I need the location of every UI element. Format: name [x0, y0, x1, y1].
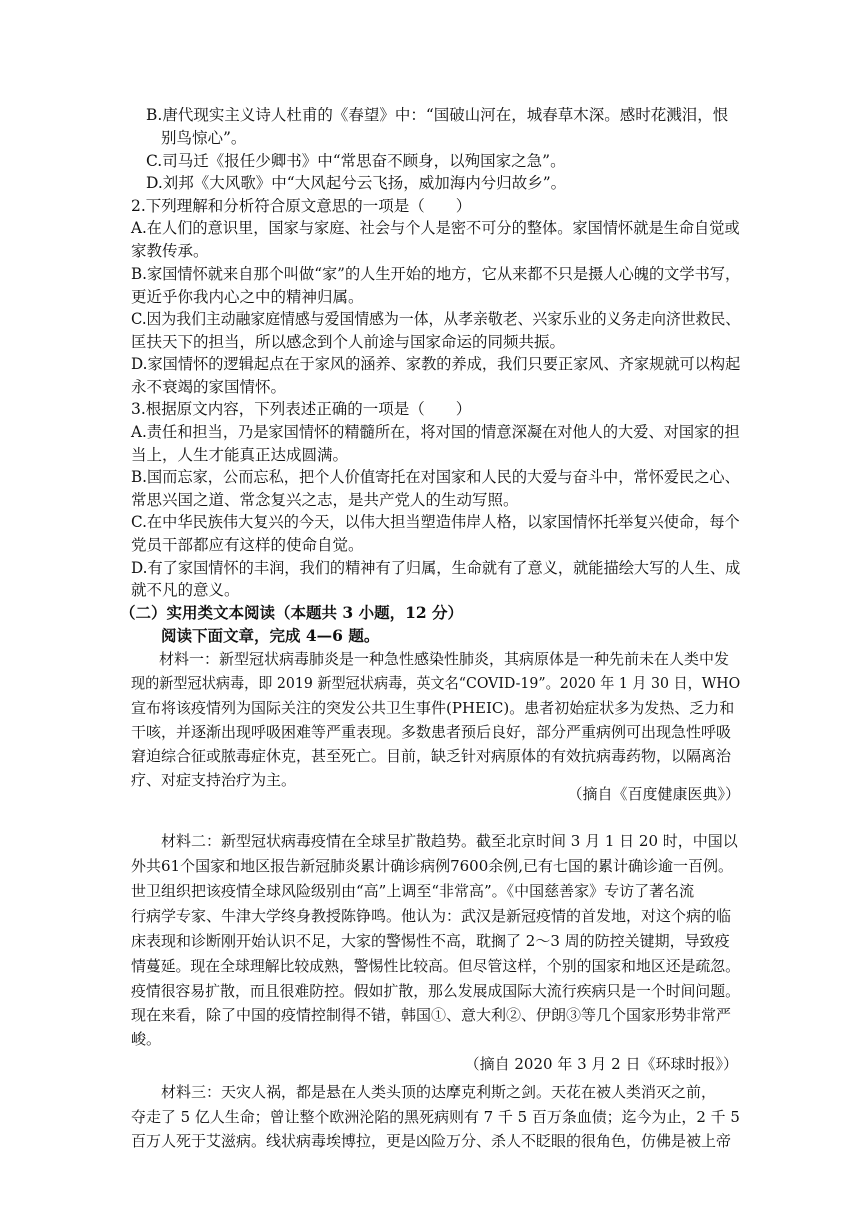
- material2-line: 外共61个国家和地区报告新冠肺炎累计确诊病例7600余例,已有七国的累计确诊逾一百例。: [131, 857, 734, 875]
- q1-option-b-line2: 别鸟惊心”。: [161, 129, 247, 147]
- q2-option-c-line2: 匡扶天下的担当，所以感念到个人前途与国家命运的同频共振。: [131, 333, 566, 351]
- material2-line: 行病学专家、牛津大学终身教授陈铮鸣。他认为：武汉是新冠疫情的首发地，对这个病的临: [131, 907, 732, 925]
- q3-option-b-line1: B.国而忘家，公而忘私，把个人价值寄托在对国家和人民的大爱与奋斗中，常怀爱民之心、: [131, 468, 740, 486]
- material2-line: 世卫组织把该疫情全球风险级别由“高”上调至“非常高”。《中国慈善家》专访了著名流: [131, 882, 695, 900]
- material1-line: 窘迫综合征或脓毒症休克，甚至死亡。目前，缺乏针对病原体的有效抗病毒药物，以隔离治: [131, 747, 732, 765]
- material2-line: 材料二：新型冠状病毒疫情在全球呈扩散趋势。截至北京时间 3 月 1 日 20 时，中国以: [161, 832, 738, 850]
- q3-option-c-line2: 党员干部都应有这样的使命自觉。: [131, 536, 364, 554]
- material2-line: 情蔓延。现在全球理解比较成熟，警惕性比较高。但尽管这样，个别的国家和地区还是疏忽。: [131, 957, 740, 975]
- material1-line: 材料一：新型冠状病毒肺炎是一种急性感染性肺炎，其病原体是一种先前未在人类中发: [159, 650, 730, 668]
- material3-line: 材料三：天灾人祸，都是悬在人类头顶的达摩克利斯之剑。天花在被人类消灭之前，: [161, 1083, 717, 1101]
- material1-source: （摘自《百度健康医典》）: [567, 785, 740, 803]
- q3-option-d-line1: D.有了家国情怀的丰润，我们的精神有了归属，生命就有了意义，就能描绘大写的人生、成: [131, 559, 741, 577]
- q2-option-b-line2: 更近乎你我内心之中的精神归属。: [131, 288, 364, 306]
- q3-option-a-line1: A.责任和担当，乃是家国情怀的精髓所在，将对国的情意深凝在对他人的大爱、对国家的担: [131, 423, 740, 441]
- material1-line: 疗、对症支持治疗为主。: [131, 771, 297, 789]
- q3-option-d-line2: 就不凡的意义。: [131, 581, 240, 599]
- q2-option-c-line1: C.因为我们主动融家庭情感与爱国情感为一体，从孝亲敬老、兴家乐业的义务走向济世救民、: [131, 310, 741, 328]
- material1-line: 现的新型冠状病毒，即 2019 新型冠状病毒，英文名“COVID-19”。2020 年 1 月 30 日，WHO: [131, 674, 741, 692]
- material1-line: 宣布将该疫情列为国际关注的突发公共卫生事件(PHEIC)。患者初始症状多为发热、乏力和: [131, 699, 735, 717]
- q2-option-a-line1: A.在人们的意识里，国家与家庭、社会与个人是密不可分的整体。家国情怀就是生命自觉或: [131, 219, 740, 237]
- q2-option-b-line1: B.家国情怀就来自那个叫做“家”的人生开始的地方，它从来都不只是摄人心魄的文学书写，: [131, 265, 741, 283]
- material2-line: 床表现和诊断刚开始认识不足，大家的警惕性不高，耽搁了 2～3 周的防控关键期，导致疫: [131, 932, 730, 950]
- material2-line: 现在来看，除了中国的疫情控制得不错，韩国①、意大利②、伊朗③等几个国家形势非常严: [131, 1006, 732, 1024]
- section-instruction: 阅读下面文章，完成 4—6 题。: [161, 626, 380, 645]
- material3-line: 夺走了 5 亿人生命；曾让整个欧洲沦陷的黑死病则有 7 千 5 百万条血债；迄今为止，2 千 5: [131, 1108, 740, 1126]
- material2-line: 疫情很容易扩散，而且很难防控。假如扩散，那么发展成国际大流行疾病只是一个时间问题。: [131, 982, 740, 1000]
- q1-option-c: C.司马迁《报任少卿书》中“常思奋不顾身，以殉国家之急”。: [146, 152, 566, 170]
- q2-option-a-line2: 家教传承。: [131, 242, 209, 260]
- q3-option-b-line2: 常思兴国之道、常念复兴之志，是共产党人的生动写照。: [131, 491, 519, 509]
- q1-option-d: D.刘邦《大风歌》中“大风起兮云飞扬，威加海内兮归故乡”。: [146, 174, 567, 192]
- material2-source: （摘自 2020 年 3 月 2 日《环球时报》）: [464, 1055, 738, 1073]
- q2-option-d-line1: D.家国情怀的逻辑起点在于家风的涵养、家教的养成，我们只要正家风、齐家规就可以构起: [131, 355, 741, 373]
- material2-line: 峻。: [131, 1030, 162, 1048]
- q3-option-a-line2: 当上，人生才能真正达成圆满。: [131, 446, 349, 464]
- q1-option-b-line1: B.唐代现实主义诗人杜甫的《春望》中：“国破山河在，城春草木深。感时花溅泪，恨: [146, 106, 729, 124]
- section-heading: （二）实用类文本阅读（本题共 3 小题，12 分）: [120, 603, 464, 622]
- material3-line: 百万人死于艾滋病。线状病毒埃博拉，更是凶险万分、杀人不眨眼的很角色，仿佛是被上帝: [131, 1132, 732, 1150]
- q3-stem: 3.根据原文内容，下列表述正确的一项是（ ）: [131, 400, 472, 418]
- q2-stem: 2.下列理解和分析符合原文意思的一项是（ ）: [131, 197, 472, 215]
- q3-option-c-line1: C.在中华民族伟大复兴的今天，以伟大担当塑造伟岸人格，以家国情怀托举复兴使命，每个: [131, 513, 740, 531]
- q2-option-d-line2: 永不衰竭的家国情怀。: [131, 378, 287, 396]
- material1-line: 干咳，并逐渐出现呼吸困难等严重表现。多数患者预后良好，部分严重病例可出现急性呼吸: [131, 723, 732, 741]
